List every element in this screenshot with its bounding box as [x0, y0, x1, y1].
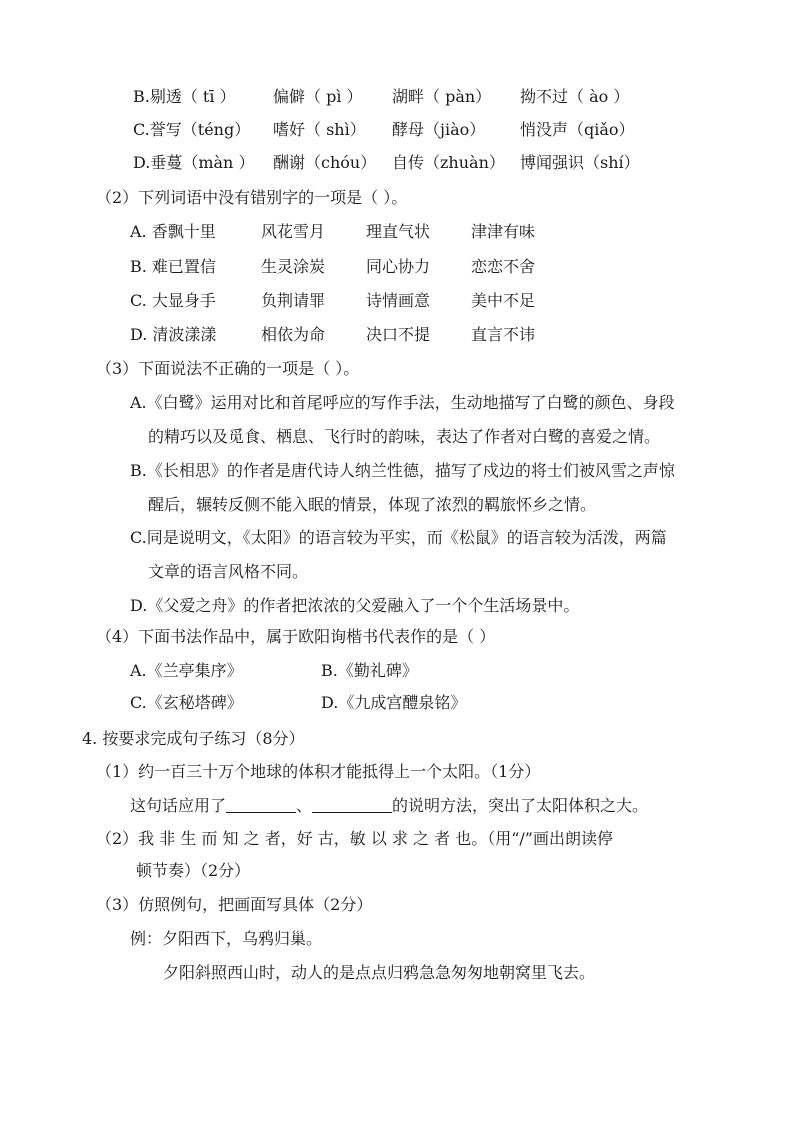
part3-option-d-line1: D.《父爱之舟》的作者把浓浓的父爱融入了一个个生活场景中。 [130, 596, 580, 615]
q4-part2-continuation: 顿节奏）（2分） [136, 861, 251, 880]
part2-c-3: 诗情画意 [366, 291, 431, 310]
part3-option-b-line1: B.《长相思》的作者是唐代诗人纳兰性德，描写了戍边的将士们被风雪之声惊 [130, 461, 675, 480]
option-c-word-2: 嗜好（ shì） [273, 120, 366, 139]
part3-option-c-line2: 文章的语言风格不同。 [148, 562, 309, 581]
part2-d-2: 相依为命 [261, 325, 326, 344]
part2-b-2: 生灵涂炭 [261, 257, 326, 276]
q3-part3-title: （3）下面说法不正确的一项是（ ）。 [96, 359, 360, 378]
part3-option-b-line2: 醒后，辗转反侧不能入眠的情景，体现了浓烈的羁旅怀乡之情。 [148, 495, 597, 514]
part4-option-d: D.《九成宫醴泉铭》 [321, 693, 467, 712]
q4-part1-blank-1[interactable] [226, 796, 296, 813]
option-b-word-2: 偏僻（ pì ） [273, 87, 363, 106]
option-c-word-1: C.誉写（téng） [133, 120, 251, 139]
part2-c-4: 美中不足 [471, 291, 536, 310]
option-b-word-4: 拗不过（ ào ） [520, 87, 630, 106]
option-d-word-4: 博闻强识（shí） [520, 153, 640, 172]
q3-part4-title: （4）下面书法作品中，属于欧阳询楷书代表作的是（ ） [96, 627, 496, 646]
part2-d-3: 决口不提 [366, 325, 431, 344]
q4-part3-example-label: 例：夕阳西下，乌鸦归巢。 [130, 929, 323, 948]
part2-c-1: C. 大显身手 [130, 291, 216, 310]
option-d-word-1: D.垂蔓（màn ） [133, 153, 255, 172]
part3-option-c-line1: C.同是说明文，《太阳》的语言较为平实，而《松鼠》的语言较为活泼，两篇 [130, 528, 667, 547]
part2-b-1: B. 难已置信 [130, 257, 216, 276]
option-b-word-3: 湖畔（ pàn） [392, 87, 492, 106]
part3-option-a-line2: 的精巧以及觅食、栖息、飞行时的韵味，表达了作者对白鹭的喜爱之情。 [148, 427, 661, 446]
q4-part1-separator: 、 [296, 796, 313, 815]
part4-option-a: A.《兰亭集序》 [130, 661, 243, 680]
part2-b-4: 恋恋不舍 [471, 257, 536, 276]
part2-d-1: D. 清波漾漾 [130, 325, 217, 344]
option-c-word-4: 悄没声（qiǎo） [520, 120, 635, 139]
part2-a-4: 津津有味 [471, 222, 536, 241]
part4-option-b: B.《勤礼碑》 [321, 661, 418, 680]
q4-part2-title: （2）我 非 生 而 知 之 者，好 古，敏 以 求 之 者 也。（用“/”画出朗读停 [96, 829, 613, 848]
part2-a-3: 理直气状 [366, 222, 431, 241]
option-d-word-3: 自传（zhuàn） [392, 153, 505, 172]
q4-part1-text-b: 的说明方法，突出了太阳体积之大。 [392, 796, 649, 815]
option-d-word-2: 酬谢（chóu） [273, 153, 377, 172]
part2-b-3: 同心协力 [366, 257, 431, 276]
q4-part1-title: （1）约一百三十万个地球的体积才能抵得上一个太阳。（1分） [96, 762, 541, 781]
q4-part3-title: （3）仿照例句，把画面写具体（2分） [96, 895, 373, 914]
part4-option-c: C.《玄秘塔碑》 [130, 693, 243, 712]
q3-part2-title: （2）下列词语中没有错别字的一项是（ ）。 [96, 188, 408, 207]
q4-title: 4. 按要求完成句子练习（8分） [82, 729, 305, 748]
q4-part1-sentence [130, 796, 648, 816]
part2-a-1: A. 香飘十里 [130, 222, 216, 241]
q4-part1-blank-2[interactable] [312, 796, 392, 813]
part2-d-4: 直言不讳 [471, 325, 536, 344]
part2-c-2: 负荆请罪 [261, 291, 326, 310]
part3-option-a-line1: A.《白鹭》运用对比和首尾呼应的写作手法，生动地描写了白鹭的颜色、身段 [130, 393, 675, 412]
q4-part1-text-a: 这句话应用了 [130, 796, 227, 815]
q4-part3-example-text: 夕阳斜照西山时，动人的是点点归鸦急急匆匆地朝窝里飞去。 [163, 963, 596, 982]
part2-a-2: 风花雪月 [261, 222, 326, 241]
option-b-word-1: B.剔透（ tī ） [133, 87, 236, 106]
option-c-word-3: 酵母（jiào） [392, 120, 486, 139]
